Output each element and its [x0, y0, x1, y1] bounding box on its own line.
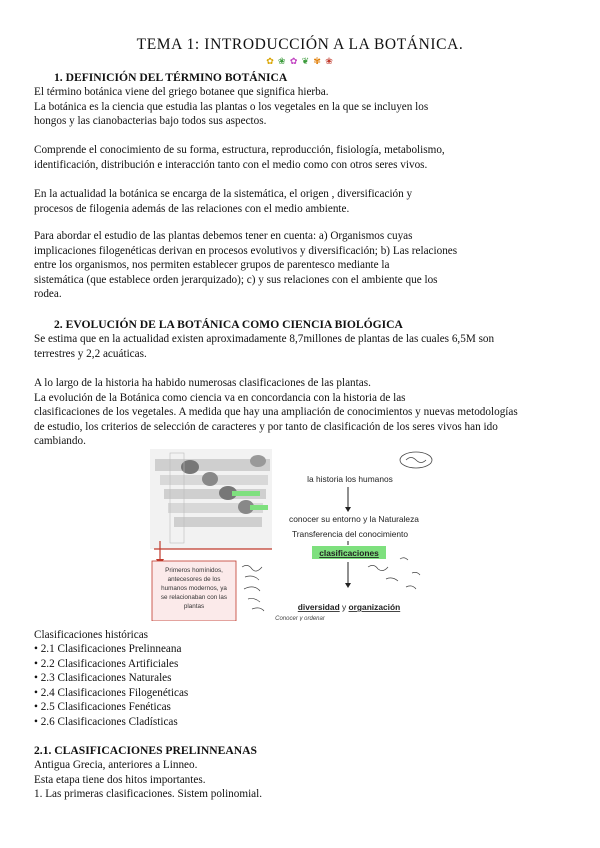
figure-knowledge-transfer: Transferencia del conocimiento	[291, 529, 409, 539]
list-item: • 2.6 Clasificaciones Cladísticas	[34, 715, 178, 728]
figure-box-line-3: humanos modernos, ya	[161, 585, 227, 592]
flower-decoration-icon: ✿ ❀ ✿ ❦ ✾ ❀	[266, 56, 334, 66]
figure-know-environment: conocer su entorno y la Naturaleza	[289, 514, 419, 524]
section21-heading: 2.1. CLASIFICACIONES PRELINNEANAS	[34, 744, 257, 757]
section2-paragraph-2: A lo largo de la historia ha habido numerosas clasificaciones de las plantas. La evolución de la Botánica como ciencia va en concordancia con la historia de las clasificaciones de los vegetales. A medida que hay una ampliación de conocimientos y nuevas metodologías de estudio, los criterios de selección de caracteres y por tanto de clasificación de los seres vivos han ido cambiando.	[34, 377, 518, 448]
list-item: • 2.4 Clasificaciones Filogenéticas	[34, 686, 189, 699]
classifications-intro: Clasificaciones históricas	[34, 629, 149, 641]
section1-paragraph-4: Para abordar el estudio de las plantas debemos tener en cuenta: a) Organismos cuyas implicaciones filogenéticas derivan en procesos evolutivos y diversificación; b) Las relaciones entre los organismos, nos permiten establecer grupos de parentesco mediante la sistemática (que establece orden jerarquizado); c) y sus relaciones con el ambiente que los rodea.	[34, 230, 458, 301]
list-item: • 2.3 Clasificaciones Naturales	[34, 672, 172, 685]
figure-box-line-1: Primeros homínidos,	[165, 567, 223, 574]
figure-box-line-5: plantas	[183, 603, 205, 610]
list-item: • 2.2 Clasificaciones Artificiales	[34, 657, 179, 670]
figure-handwritten-note: Conocer y ordenar	[275, 616, 325, 621]
section1-paragraph-1: El término botánica viene del griego botanee que significa hierba. La botánica es la ciencia que estudia las plantas o los vegetales en la que se incluyen los hongos y las cianobacterias bajo todos sus aspectos.	[34, 86, 429, 128]
list-item: • 2.1 Clasificaciones Prelinneana	[34, 643, 182, 655]
section1-heading: 1. DEFINICIÓN DEL TÉRMINO BOTÁNICA	[54, 71, 288, 84]
page-title: TEMA 1: INTRODUCCIÓN A LA BOTÁNICA.	[136, 36, 464, 53]
list-item: • 2.5 Clasificaciones Fenéticas	[34, 701, 171, 714]
section1-paragraph-3: En la actualidad la botánica se encarga de la sistemática, el origen , diversificación y procesos de filogenia además de las relaciones con el medio ambiente.	[34, 188, 413, 215]
figure-box-line-4: se relacionaban con las	[160, 594, 228, 601]
botany-history-figure	[150, 449, 448, 621]
classifications-list	[34, 642, 188, 730]
figure-box-line-2: antecesores de los	[167, 576, 221, 583]
section2-heading: 2. EVOLUCIÓN DE LA BOTÁNICA COMO CIENCIA BIOLÓGICA	[54, 318, 403, 331]
section21-paragraph: Antigua Grecia, anteriores a Linneo. Esta etapa tiene dos hitos importantes. 1. Las primeras clasificaciones. Sistem polinomial.	[34, 759, 263, 801]
figure-diversity-organization: diversidad y organización	[297, 602, 401, 612]
figure-history-humans: la historia los humanos	[307, 474, 393, 484]
section2-paragraph-1: Se estima que en la actualidad existen aproximadamente 8,7millones de plantas de las cuales 6,5M son terrestres y 2,2 acuáticas.	[34, 333, 495, 360]
human-evolution-image	[150, 449, 272, 549]
figure-classifications: clasificaciones	[319, 548, 379, 558]
section1-paragraph-2: Comprende el conocimiento de su forma, estructura, reproducción, fisiología, metabolismo, identificación, distribución e interacción tanto con el medio como con otros seres vivos.	[34, 144, 445, 171]
